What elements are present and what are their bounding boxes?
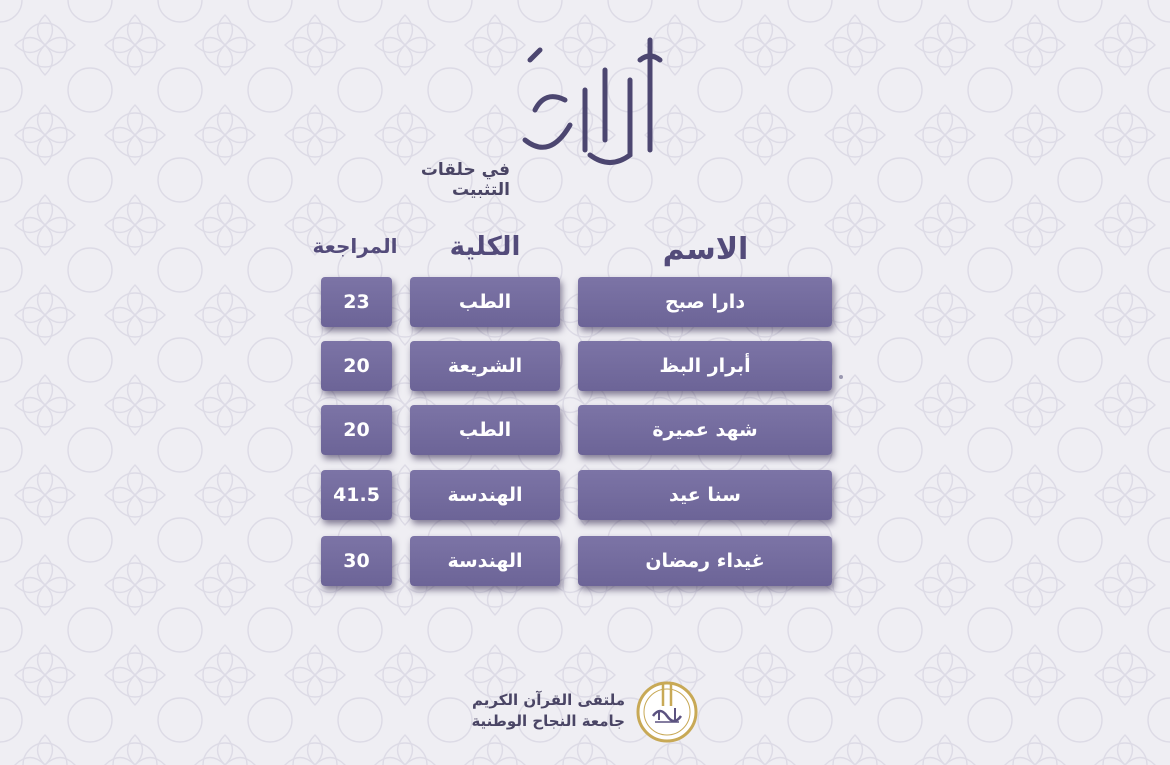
- logo-icon: [633, 676, 701, 744]
- header-review: المراجعة: [312, 234, 398, 258]
- row-2-review: 20: [321, 341, 392, 391]
- decorative-dot: [839, 375, 843, 379]
- row-5-name: غيداء رمضان: [578, 536, 832, 586]
- header-college: الكلية: [449, 232, 521, 262]
- row-1-college: الطب: [410, 277, 560, 327]
- title-calligraphy: [510, 30, 670, 180]
- row-1-review: 23: [321, 277, 392, 327]
- row-3-review: 20: [321, 405, 392, 455]
- row-4-college: الهندسة: [410, 470, 560, 520]
- header-name: الاسم: [662, 232, 749, 267]
- title-text: أهل الهمم: [587, 175, 593, 176]
- row-4-review: 41.5: [321, 470, 392, 520]
- footer-line-1: ملتقى القرآن الكريم: [471, 691, 625, 709]
- row-4-name: سنا عيد: [578, 470, 832, 520]
- row-5-review: 30: [321, 536, 392, 586]
- row-2-name: أبرار البظ: [578, 341, 832, 391]
- footer-line-2: جامعة النجاح الوطنية: [471, 712, 625, 730]
- row-1-name: دارا صبح: [578, 277, 832, 327]
- row-3-name: شهد عميرة: [578, 405, 832, 455]
- subtitle: في حلقات التثبيت: [420, 160, 510, 200]
- row-3-college: الطب: [410, 405, 560, 455]
- row-5-college: الهندسة: [410, 536, 560, 586]
- row-2-college: الشريعة: [410, 341, 560, 391]
- footer-text: [430, 690, 625, 732]
